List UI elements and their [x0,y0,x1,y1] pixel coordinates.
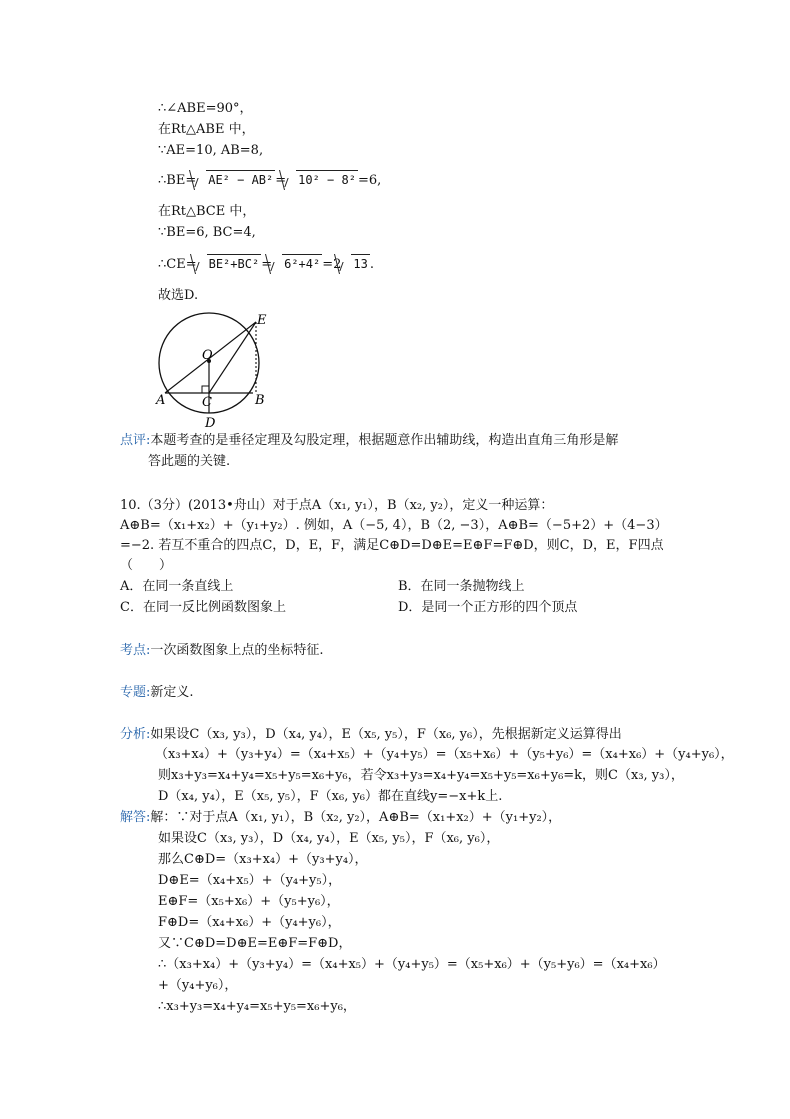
sol-line-5: 在Rt△BCE 中， [158,204,256,219]
q10-option-b: B．在同一条抛物线上 [398,579,525,594]
jieda-line-8: ∴（x₃+x₄）+（y₃+y₄）=（x₄+x₅）+（y₄+y₅）=（x₅+x₆）+（y₅+y₆）=（x₄+x₆） [158,957,666,972]
fenxi-label: 分析: [120,727,151,742]
label-d: D [205,416,216,431]
label-a: A [156,393,166,408]
eq-sign: = [275,173,287,188]
sol-line-8: 故选D. [158,288,199,303]
jieda-text-1: 解：∵对于点A（x₁, y₁），B（x₂, y₂），A⊕B=（x₁+x₂）+（y₁+y₂）， [150,810,562,825]
sol-line-7-mid: =2 [322,257,342,272]
kaodian-text: 一次函数图象上点的坐标特征. [150,643,324,658]
sol-line-7 [158,254,374,274]
sol-line-6: ∵BE=6, BC=4, [158,225,256,240]
q10-option-d: D．是同一个正方形的四个顶点 [398,600,578,615]
comment-line-2: 答此题的关键. [148,454,231,469]
jieda-line-2: 如果设C（x₃, y₃），D（x₄, y₄），E（x₅, y₅），F（x₆, y₆）， [158,831,500,846]
sol-line-1: ∴∠ABE=90°， [158,101,253,116]
sol-line-2: 在Rt△ABE 中， [158,122,255,137]
fenxi-text-1: 如果设C（x₃, y₃），D（x₄, y₄），E（x₅, y₅），F（x₆, y₆），先根据新定义运算得出 [150,727,622,742]
eq-sign: = [261,257,273,272]
jieda-line-10: ∴x₃+y₃=x₄+y₄=x₅+y₅=x₆+y₆， [158,999,356,1014]
label-b: B [255,393,265,408]
fenxi-line-3: 则x₃+y₃=x₄+y₄=x₅+y₅=x₆+y₆，若令x₃+y₃=x₄+y₄=x₅+y₅=x₆+y₆=k，则C（x₃, y₃）， [158,768,684,783]
zhuanti-label: 专题: [120,685,151,700]
q10-line-2: A⊕B=（x₁+x₂）+（y₁+y₂）. 例如，A（−5, 4），B（2, −3），A⊕B=（−5+2）+（4−3） [120,518,668,533]
circle-figure [150,310,280,432]
comment-label: 点评: [120,433,151,448]
comment-line-1 [120,432,618,450]
sol-line-7-post: . [369,257,374,272]
q10-line-3: =−2. 若互不重合的四点C，D，E，F，满足C⊕D=D⊕E=E⊕F=F⊕D，则C，D，E，F四点 [120,538,664,553]
comment-text-1: 本题考查的是垂径定理及勾股定理，根据题意作出辅助线，构造出直角三角形是解 [150,433,619,448]
sqrt-ae-ab: AE² − AB² [206,170,275,189]
q10-line-4: （ ） [120,558,173,573]
sol-line-4-post: =6, [357,173,382,188]
fenxi-line-2: （x₃+x₄）+（y₃+y₄）=（x₄+x₅）+（y₄+y₅）=（x₅+x₆）+（y₅+y₆）=（x₄+x₆）+（y₄+y₆）， [155,747,734,762]
sqrt-be-bc: BE²+BC² [207,254,262,273]
jieda-line-9: +（y₄+y₆）， [158,978,238,993]
fenxi-line-4: D（x₄, y₄），E（x₅, y₅），F（x₆, y₆）都在直线y=−x+k上. [158,789,503,804]
sqrt-6-4: 6²+4² [282,254,322,273]
zhuanti [120,684,194,702]
label-c: C [202,395,212,410]
sol-line-4 [158,170,381,190]
sol-line-4-pre: ∴BE= [158,173,197,188]
jieda-line-5: E⊕F=（x₅+x₆）+（y₅+y₆）， [158,894,340,909]
jieda-line-3: 那么C⊕D=（x₃+x₄）+（y₃+y₄）， [158,852,368,867]
right-angle-mark [202,386,209,393]
q10-option-a: A．在同一条直线上 [120,579,234,594]
label-e: E [257,313,267,328]
jieda-line-4: D⊕E=（x₄+x₅）+（y₄+y₅）， [158,873,342,888]
sol-line-3: ∵AE=10, AB=8, [158,143,264,158]
kaodian-label: 考点: [120,643,151,658]
q10-line-1: 10.（3分）(2013•舟山）对于点A（x₁, y₁），B（x₂, y₂），定义一种运算： [120,498,554,513]
jieda-label: 解答: [120,810,151,825]
jieda-line-6: F⊕D=（x₄+x₆）+（y₄+y₆）， [158,915,341,930]
q10-option-c: C．在同一反比例函数图象上 [120,600,286,615]
segment-ce [209,322,256,393]
jieda-line-7: 又∵C⊕D=D⊕E=E⊕F=F⊕D， [158,936,352,951]
label-o: O [202,348,213,363]
sol-line-7-pre: ∴CE= [158,257,197,272]
fenxi-line-1 [120,726,622,744]
kaodian [120,642,324,660]
jieda-line-1 [120,809,561,827]
sqrt-10-8: 10² − 8² [296,170,358,189]
zhuanti-text: 新定义. [150,685,194,700]
sqrt-13: 13 [351,254,369,273]
